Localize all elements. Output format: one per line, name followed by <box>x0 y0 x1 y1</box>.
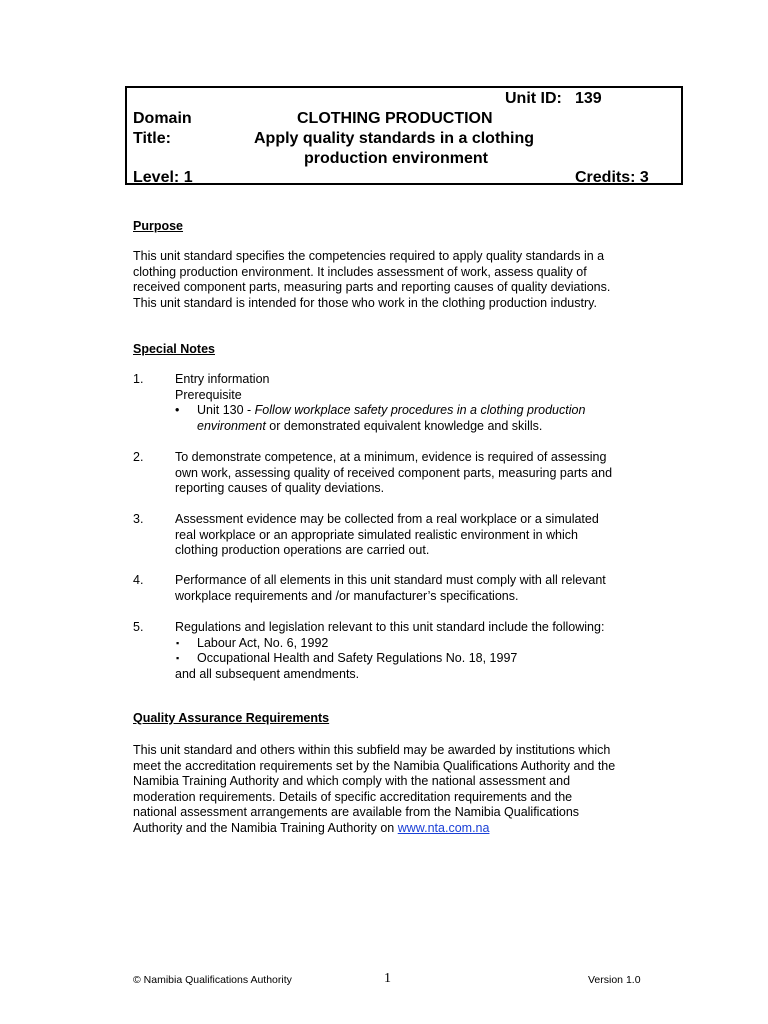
entry-information: Entry information <box>175 372 270 386</box>
purpose-line: This unit standard is intended for those who work in the clothing production industry. <box>133 295 597 310</box>
qa-line: This unit standard and others within this subfield may be awarded by institutions which <box>133 743 611 757</box>
note-4-number: 4. <box>133 573 144 587</box>
note-1-number: 1. <box>133 372 144 386</box>
page-number: 1 <box>384 971 391 986</box>
purpose-heading: Purpose <box>133 219 184 233</box>
note-line: Performance of all elements in this unit standard must comply with all relevant <box>175 573 606 587</box>
footer-version: Version 1.0 <box>588 974 641 986</box>
regulation-text: Labour Act, No. 6, 1992 <box>197 635 329 650</box>
qa-line: Namibia Training Authority and which comply with the national assessment and <box>133 774 571 788</box>
prerequisite-label: Prerequisite <box>175 387 242 402</box>
bullet-italic-2: environment <box>197 418 266 433</box>
note-5-body <box>175 620 645 682</box>
domain-label: Domain <box>133 110 192 127</box>
qa-line: meet the accreditation requirements set by the Namibia Qualifications Authority and the <box>133 758 616 773</box>
unit-id-value: 139 <box>575 90 602 107</box>
qa-heading: Quality Assurance Requirements <box>133 711 330 725</box>
domain-value: CLOTHING PRODUCTION <box>297 110 493 127</box>
nta-website-link[interactable]: www.nta.com.na <box>397 820 490 835</box>
qa-line: national assessment arrangements are available from the Namibia Qualifications <box>133 805 580 819</box>
note-line: workplace requirements and /or manufacturer’s specifications. <box>175 588 519 603</box>
title-label: Title: <box>133 130 171 147</box>
bullet-suffix: or demonstrated equivalent knowledge and skills. <box>265 418 543 433</box>
purpose-line: This unit standard specifies the competencies required to apply quality standards in a <box>133 249 605 263</box>
note-3-number: 3. <box>133 512 144 526</box>
regulation-bullet <box>175 651 645 667</box>
unit-header-box <box>125 86 683 185</box>
credits-label: Credits: 3 <box>575 169 649 186</box>
bullet-prefix: Unit 130 - <box>197 403 255 417</box>
bullet-italic-1: Follow workplace safety procedures in a clothing production <box>254 403 586 417</box>
purpose-paragraph <box>133 249 653 311</box>
purpose-line: received component parts, measuring parts and reporting causes of quality deviations. <box>133 280 611 294</box>
bullet-mark: ▪ <box>176 637 180 648</box>
note-line: real workplace or an appropriate simulated realistic environment in which <box>175 527 578 542</box>
note-line: clothing production operations are carried out. <box>175 543 430 557</box>
unit-id-label: Unit ID: <box>505 90 562 107</box>
regulation-text: Occupational Health and Safety Regulations No. 18, 1997 <box>197 651 518 665</box>
qa-line: moderation requirements. Details of specific accreditation requirements and the <box>133 789 573 804</box>
note-4-body <box>175 573 645 604</box>
footer-copyright: © Namibia Qualifications Authority <box>133 974 292 986</box>
note-line: reporting causes of quality deviations. <box>175 481 385 495</box>
note-3-body <box>175 512 645 559</box>
note-line: To demonstrate competence, at a minimum, evidence is required of assessing <box>175 450 607 464</box>
qa-last-line: Authority and the Namibia Training Authority on <box>133 820 398 835</box>
bullet-mark: • <box>175 403 180 417</box>
note-line: own work, assessing quality of received component parts, measuring parts and <box>175 465 613 480</box>
note-2-number: 2. <box>133 450 144 464</box>
note-1-body <box>175 372 645 434</box>
prerequisite-bullet <box>175 403 645 434</box>
level-label: Level: 1 <box>133 169 193 186</box>
regulation-bullet <box>175 636 645 652</box>
purpose-line: clothing production environment. It includes assessment of work, assess quality of <box>133 264 587 279</box>
note-5-intro: Regulations and legislation relevant to this unit standard include the following: <box>175 620 605 634</box>
special-notes-heading: Special Notes <box>133 342 215 356</box>
note-5-number: 5. <box>133 620 144 634</box>
title-line-2: production environment <box>304 150 488 167</box>
title-line-1: Apply quality standards in a clothing <box>254 130 535 147</box>
note-2-body <box>175 450 645 497</box>
note-line: Assessment evidence may be collected from a real workplace or a simulated <box>175 512 599 526</box>
qa-paragraph <box>133 743 653 836</box>
note-5-outro: and all subsequent amendments. <box>175 666 360 681</box>
bullet-mark: ▪ <box>176 653 180 663</box>
